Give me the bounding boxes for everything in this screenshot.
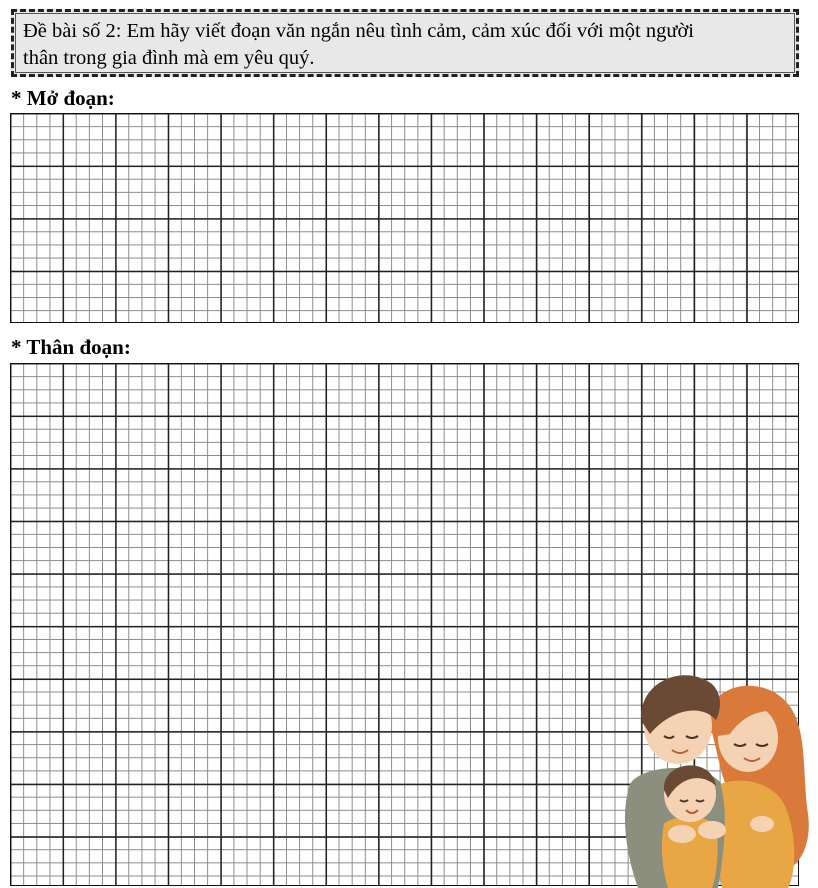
intro-heading: * Mở đoạn: <box>11 86 115 110</box>
prompt-text <box>23 18 790 72</box>
intro-writing-grid[interactable] <box>10 113 799 323</box>
prompt-line-1: Đề bài số 2: Em hãy viết đoạn văn ngắn nêu tình cảm, cảm xúc đối với một người <box>23 20 694 42</box>
prompt-line-2: thân trong gia đình mà em yêu quý. <box>23 47 315 69</box>
family-hug-illustration <box>612 664 818 888</box>
body-heading: * Thân đoạn: <box>11 335 131 359</box>
prompt-box <box>11 9 799 77</box>
